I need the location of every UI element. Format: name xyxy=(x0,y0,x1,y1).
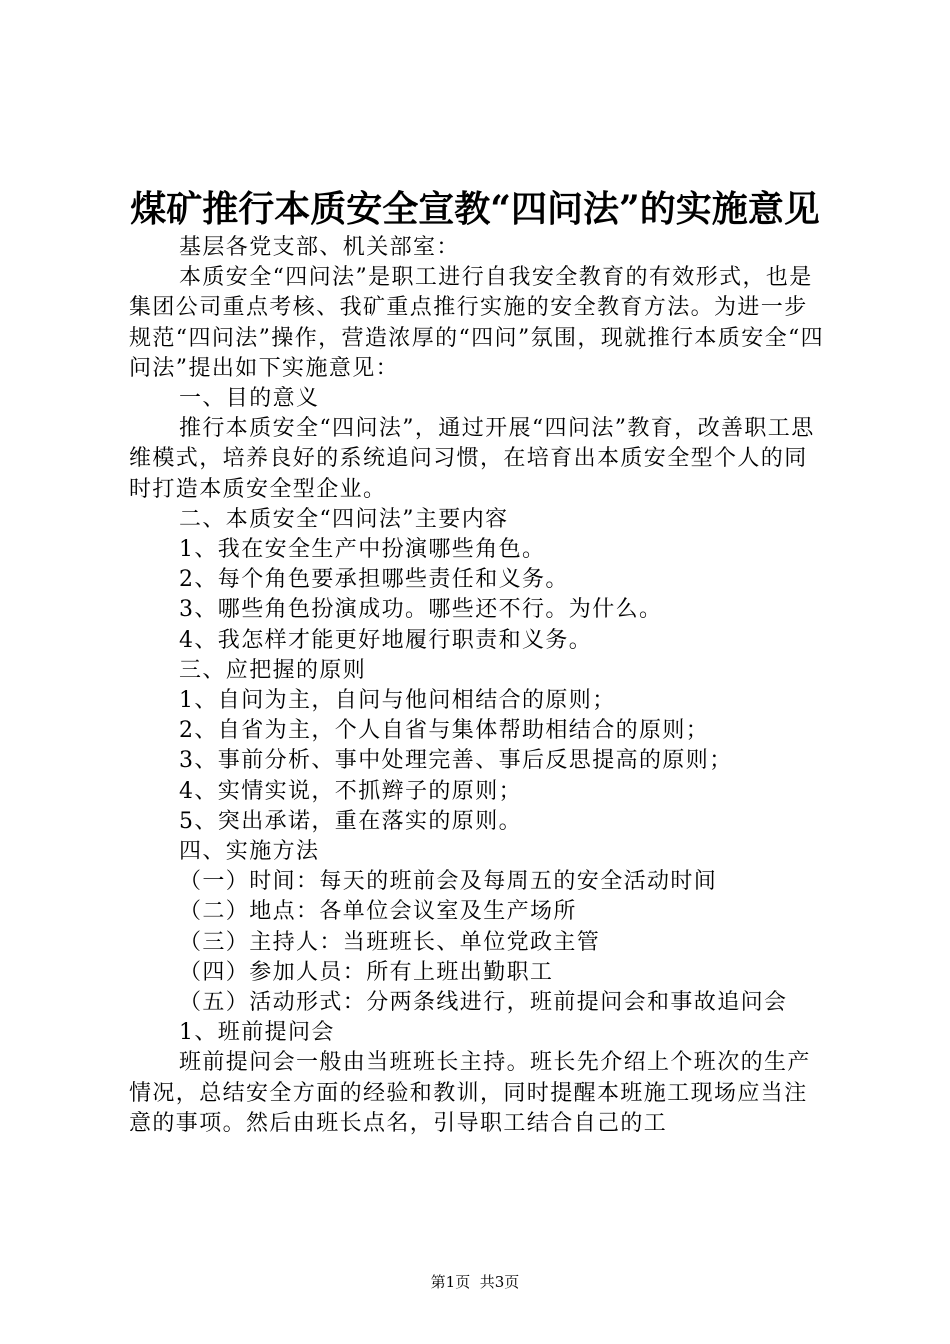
section-heading-purpose: 一、目的意义 xyxy=(179,386,320,412)
content-item: 4、我怎样才能更好地履行职责和义务。 xyxy=(179,627,593,653)
principle-item: 5、突出承诺，重在落实的原则。 xyxy=(179,808,522,834)
principle-item: 1、自问为主，自问与他问相结合的原则； xyxy=(179,688,616,714)
page-number: 第1页 xyxy=(430,1273,471,1291)
document-body xyxy=(129,233,829,1139)
body-paragraph: 班前提问会一般由当班班长主持。班长先介绍上个班次的生产情况，总结安全方面的经验和教训，同时提醒本班施工现场应当注意的事项。然后由班长点名，引导职工结合自己的工 xyxy=(129,1050,811,1136)
page-footer xyxy=(0,1272,950,1292)
principle-item: 3、事前分析、事中处理完善、事后反思提高的原则； xyxy=(179,748,733,774)
principle-item: 4、实情实说，不抓辫子的原则； xyxy=(179,778,522,804)
section-heading-methods: 四、实施方法 xyxy=(179,839,320,865)
subsection-heading: 1、班前提问会 xyxy=(179,1020,335,1046)
page-total: 共3页 xyxy=(479,1273,520,1291)
method-item: （三）主持人：当班班长、单位党政主管 xyxy=(179,929,601,955)
purpose-paragraph: 推行本质安全“四问法”，通过开展“四问法”教育，改善职工思维模式，培养良好的系统追问习惯，在培育出本质安全型个人的同时打造本质安全型企业。 xyxy=(129,416,815,502)
method-item: （四）参加人员：所有上班出勤职工 xyxy=(179,959,554,985)
method-item: （二）地点：各单位会议室及生产场所 xyxy=(179,899,577,925)
content-item: 3、哪些角色扮演成功。哪些还不行。为什么。 xyxy=(179,597,663,623)
method-item: （一）时间：每天的班前会及每周五的安全活动时间 xyxy=(179,869,718,895)
principle-item: 2、自省为主，个人自省与集体帮助相结合的原则； xyxy=(179,718,710,744)
section-heading-content: 二、本质安全“四问法”主要内容 xyxy=(179,506,509,532)
intro-paragraph: 本质安全“四问法”是职工进行自我安全教育的有效形式，也是集团公司重点考核、我矿重点推行实施的安全教育方法。为进一步规范“四问法”操作，营造浓厚的“四问”氛围，现就推行本质安全“四问法”提出如下实施意见： xyxy=(129,265,825,381)
salutation: 基层各党支部、机关部室： xyxy=(179,235,460,260)
content-item: 1、我在安全生产中扮演哪些角色。 xyxy=(179,537,546,563)
content-item: 2、每个角色要承担哪些责任和义务。 xyxy=(179,567,569,593)
section-heading-principles: 三、应把握的原则 xyxy=(179,657,367,683)
document-title: 煤矿推行本质安全宣教“四问法”的实施意见 xyxy=(130,188,820,230)
method-item: （五）活动形式：分两条线进行，班前提问会和事故追问会 xyxy=(179,990,788,1016)
